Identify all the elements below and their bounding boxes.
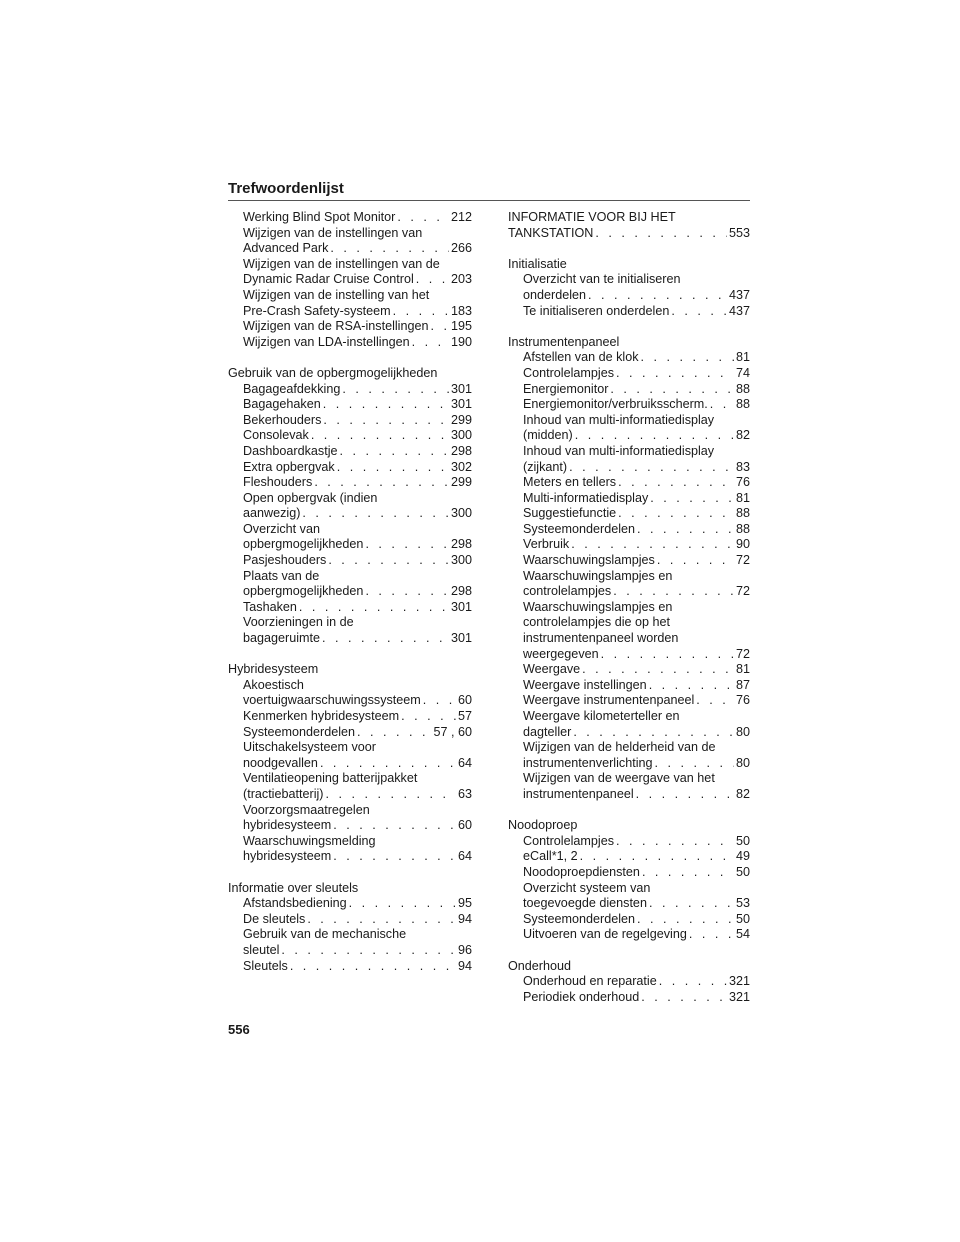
entry-text: Uitvoeren van de regelgeving <box>523 927 687 942</box>
index-heading: Informatie over sleutels <box>228 880 359 895</box>
page-header-title: Trefwoordenlijst <box>228 180 344 197</box>
dot-leader <box>650 491 734 507</box>
dot-leader <box>281 943 456 959</box>
page-ref: 437 <box>728 287 750 302</box>
dot-leader <box>330 241 449 257</box>
index-entry <box>228 584 472 600</box>
index-entry <box>228 756 472 772</box>
index-entry <box>508 787 750 803</box>
entry-text-line: Voorzieningen in de <box>243 615 354 630</box>
page-ref: 437 <box>728 303 750 318</box>
page-ref: 53 <box>735 896 750 911</box>
page-ref: 299 <box>450 412 472 427</box>
dot-leader <box>328 553 449 569</box>
entry-text-line: Overzicht van <box>243 521 320 536</box>
page-ref: 299 <box>450 475 472 490</box>
index-entry <box>508 475 750 491</box>
entry-text: De sleutels <box>243 911 306 926</box>
dot-leader <box>710 397 734 413</box>
entry-text-line: Gebruik van de mechanische <box>243 927 407 942</box>
page-ref: 301 <box>450 631 472 646</box>
page-ref: 553 <box>728 225 750 240</box>
page-ref: 94 <box>457 911 472 926</box>
page-ref: 82 <box>735 428 750 443</box>
index-entry <box>228 631 472 647</box>
dot-leader <box>595 226 727 242</box>
page-ref: 203 <box>450 272 472 287</box>
dot-leader <box>659 974 727 990</box>
dot-leader <box>641 990 727 1006</box>
entry-text: voertuigwaarschuwingssysteem <box>243 693 421 708</box>
dot-leader <box>357 725 431 741</box>
entry-text: Controlelampjes <box>523 833 614 848</box>
entry-text: sleutel <box>243 942 280 957</box>
index-entry <box>508 428 750 444</box>
entry-text: hybridesysteem <box>243 818 332 833</box>
page-ref: 72 <box>735 646 750 661</box>
entry-text: noodgevallen <box>243 755 318 770</box>
page-ref: 72 <box>735 553 750 568</box>
entry-text-line: Plaats van de <box>243 568 320 583</box>
entry-text: Suggestiefunctie <box>523 506 617 521</box>
entry-text-line: Wijzigen van de instellingen van de <box>243 256 440 271</box>
page-ref: 88 <box>735 397 750 412</box>
page-number: 556 <box>228 1022 250 1037</box>
index-entry <box>228 475 472 491</box>
dot-leader <box>569 460 734 476</box>
dot-leader <box>412 335 449 351</box>
page-ref: 80 <box>735 724 750 739</box>
index-heading: Instrumentenpaneel <box>508 334 620 349</box>
page-ref: 81 <box>735 490 750 505</box>
dot-leader <box>302 506 449 522</box>
dot-leader <box>613 584 734 600</box>
index-group <box>508 335 750 803</box>
page-ref: 76 <box>735 693 750 708</box>
index-column-right <box>508 210 750 1021</box>
entry-text-line: Voorzorgsmaatregelen <box>243 802 370 817</box>
entry-text: bagageruimte <box>243 631 321 646</box>
index-entry <box>228 818 472 834</box>
index-entry <box>228 553 472 569</box>
page-ref: 83 <box>735 459 750 474</box>
page-ref: 321 <box>728 989 750 1004</box>
dot-leader <box>393 304 449 320</box>
page-ref: 266 <box>450 241 472 256</box>
dot-leader <box>575 428 734 444</box>
index-heading: INFORMATIE VOOR BIJ HET <box>508 210 676 224</box>
index-group <box>508 959 750 1006</box>
index-entry <box>228 537 472 553</box>
entry-text: toegevoegde diensten <box>523 896 647 911</box>
page-ref: 80 <box>735 755 750 770</box>
index-column-left <box>228 210 472 990</box>
dot-leader <box>618 506 734 522</box>
entry-text-line: Waarschuwingslampjes en <box>523 599 673 614</box>
index-entry <box>228 397 472 413</box>
page-ref: 64 <box>457 755 472 770</box>
page-ref: 300 <box>450 553 472 568</box>
page-ref: 63 <box>457 786 472 801</box>
entry-text: Weergave instrumentenpaneel <box>523 693 695 708</box>
dot-leader <box>642 865 734 881</box>
entry-text-line: Waarschuwingsmelding <box>243 833 376 848</box>
index-entry <box>508 226 750 242</box>
dot-leader <box>333 849 456 865</box>
entry-text: Bekerhouders <box>243 412 322 427</box>
entry-text: onderdelen <box>523 287 587 302</box>
page-ref: 74 <box>735 365 750 380</box>
index-entry <box>508 491 750 507</box>
index-entry <box>508 382 750 398</box>
page-ref: 72 <box>735 584 750 599</box>
entry-text: Werking Blind Spot Monitor <box>243 210 396 224</box>
dot-leader <box>307 912 456 928</box>
entry-text: Periodiek onderhoud <box>523 989 640 1004</box>
entry-text: Meters en tellers <box>523 475 617 490</box>
page-ref: 301 <box>450 397 472 412</box>
entry-text-line: Overzicht systeem van <box>523 880 651 895</box>
dot-leader <box>311 428 449 444</box>
index-group <box>508 818 750 943</box>
entry-text: Tashaken <box>243 599 297 614</box>
index-entry <box>508 304 750 320</box>
index-entry <box>508 350 750 366</box>
dot-leader <box>637 522 734 538</box>
entry-text: Advanced Park <box>243 241 329 256</box>
entry-text: Multi-informatiedisplay <box>523 490 649 505</box>
entry-text: Onderhoud en reparatie <box>523 974 657 989</box>
entry-text: TANKSTATION <box>508 225 594 240</box>
dot-leader <box>322 631 449 647</box>
page-ref: 81 <box>735 350 750 365</box>
index-entry <box>228 272 472 288</box>
index-entry <box>508 522 750 538</box>
index-group <box>228 366 472 647</box>
index-group <box>228 210 472 350</box>
entry-text: instrumentenpaneel <box>523 786 634 801</box>
entry-text: Consolevak <box>243 428 309 443</box>
page-ref: 88 <box>735 506 750 521</box>
page-ref: 64 <box>457 849 472 864</box>
index-entry <box>508 366 750 382</box>
index-entry <box>228 896 472 912</box>
dot-leader <box>397 210 449 226</box>
dot-leader <box>416 272 449 288</box>
index-entry <box>228 600 472 616</box>
dot-leader <box>637 912 734 928</box>
index-group <box>508 257 750 319</box>
page-ref: 88 <box>735 381 750 396</box>
index-entry <box>508 974 750 990</box>
page-ref: 54 <box>735 927 750 942</box>
page-ref: 57 <box>457 709 472 723</box>
entry-text: Kenmerken hybridesysteem <box>243 709 400 723</box>
dot-leader <box>337 460 449 476</box>
entry-text-line: Wijzigen van de weergave van het <box>523 771 715 786</box>
entry-text: Controlelampjes <box>523 365 614 380</box>
index-group <box>228 881 472 975</box>
entry-text: Wijzigen van de RSA-instellingen <box>243 319 429 334</box>
dot-leader <box>401 709 456 725</box>
page-ref: 57 , 60 <box>433 724 472 739</box>
index-entry <box>508 662 750 678</box>
index-entry <box>508 647 750 663</box>
page-ref: 94 <box>457 958 472 973</box>
entry-text: Systeemonderdelen <box>523 521 636 536</box>
dot-leader <box>696 693 734 709</box>
entry-text: Energiemonitor/verbruiksscherm. <box>523 397 708 412</box>
entry-text: Pasjeshouders <box>243 553 327 568</box>
entry-text-line: Wijzigen van de instelling van het <box>243 287 430 302</box>
page-ref: 298 <box>450 443 472 458</box>
dot-leader <box>299 600 449 616</box>
entry-text-line: instrumentenpaneel worden <box>523 631 679 646</box>
entry-text: Dashboardkastje <box>243 443 338 458</box>
entry-text-line: Uitschakelsysteem voor <box>243 740 376 755</box>
index-entry <box>228 241 472 257</box>
dot-leader <box>649 896 734 912</box>
entry-text: Bagageafdekking <box>243 381 341 396</box>
entry-text: Noodoproepdiensten <box>523 864 640 879</box>
page-ref: 60 <box>457 818 472 833</box>
entry-text: opbergmogelijkheden <box>243 537 364 552</box>
entry-text: hybridesysteem <box>243 849 332 864</box>
dot-leader <box>655 756 734 772</box>
dot-leader <box>423 693 456 709</box>
index-entry <box>508 584 750 600</box>
page-ref: 298 <box>450 537 472 552</box>
index-entry <box>228 959 472 975</box>
entry-text: Weergave instellingen <box>523 677 647 692</box>
entry-text: Extra opbergvak <box>243 459 335 474</box>
page-ref: 50 <box>735 911 750 926</box>
entry-text: Systeemonderdelen <box>523 911 636 926</box>
entry-text: Weergave <box>523 662 581 677</box>
index-entry <box>508 896 750 912</box>
entry-text-line: Inhoud van multi-informatiedisplay <box>523 412 715 427</box>
dot-leader <box>610 382 734 398</box>
dot-leader <box>320 756 456 772</box>
dot-leader <box>573 725 734 741</box>
index-heading: Hybridesysteem <box>228 662 319 677</box>
entry-text: Pre-Crash Safety-systeem <box>243 303 391 318</box>
page-ref: 95 <box>457 896 472 911</box>
page-ref: 300 <box>450 506 472 521</box>
dot-leader <box>290 959 456 975</box>
header-divider <box>228 200 750 201</box>
page-ref: 87 <box>735 677 750 692</box>
entry-text: (midden) <box>523 428 573 443</box>
entry-text: eCall*1, 2 <box>523 849 578 864</box>
entry-text: Wijzigen van LDA-instellingen <box>243 334 410 349</box>
dot-leader <box>333 818 456 834</box>
page-ref: 82 <box>735 786 750 801</box>
dot-leader <box>314 475 449 491</box>
entry-text: Energiemonitor <box>523 381 609 396</box>
dot-leader <box>365 584 449 600</box>
entry-text: Bagagehaken <box>243 397 321 412</box>
page-ref: 212 <box>450 210 472 224</box>
entry-text: Systeemonderdelen <box>243 724 356 739</box>
index-entry <box>508 927 750 943</box>
page-ref: 183 <box>450 303 472 318</box>
index-entry <box>228 319 472 335</box>
index-entry <box>508 834 750 850</box>
index-entry <box>228 444 472 460</box>
entry-text-line: Open opbergvak (indien <box>243 490 378 505</box>
dot-leader <box>582 662 734 678</box>
entry-text-line: Akoestisch <box>243 677 304 692</box>
page-ref: 76 <box>735 475 750 490</box>
entry-text: weergegeven <box>523 646 599 661</box>
dot-leader <box>671 304 727 320</box>
page-ref: 90 <box>735 537 750 552</box>
index-heading: Noodoproep <box>508 818 578 833</box>
index-entry <box>228 725 472 741</box>
dot-leader <box>601 647 734 663</box>
entry-text: Te initialiseren onderdelen <box>523 303 670 318</box>
entry-text: instrumentenverlichting <box>523 755 653 770</box>
entry-text: controlelampjes <box>523 584 612 599</box>
dot-leader <box>689 927 734 943</box>
index-group <box>228 662 472 865</box>
index-entry <box>228 912 472 928</box>
dot-leader <box>580 849 734 865</box>
index-entry <box>508 756 750 772</box>
entry-text: Waarschuwingslampjes <box>523 553 655 568</box>
page-ref: 190 <box>450 334 472 349</box>
entry-text-line: Wijzigen van de helderheid van de <box>523 740 716 755</box>
page-ref: 81 <box>735 662 750 677</box>
entry-text: Sleutels <box>243 958 288 973</box>
page-ref: 298 <box>450 584 472 599</box>
entry-text: (zijkant) <box>523 459 568 474</box>
page-ref: 60 <box>457 693 472 708</box>
entry-text-line: Ventilatieopening batterijpakket <box>243 771 418 786</box>
dot-leader <box>323 397 449 413</box>
index-entry <box>508 537 750 553</box>
index-entry <box>228 787 472 803</box>
entry-text: (tractiebatterij) <box>243 786 324 801</box>
entry-text-line: Weergave kilometerteller en <box>523 709 680 723</box>
index-entry <box>228 460 472 476</box>
dot-leader <box>365 537 449 553</box>
page-ref: 88 <box>735 521 750 536</box>
page-ref: 301 <box>450 599 472 614</box>
dot-leader <box>325 787 456 803</box>
page-ref: 195 <box>450 319 472 334</box>
dot-leader <box>616 834 734 850</box>
index-entry <box>508 990 750 1006</box>
dot-leader <box>349 896 456 912</box>
dot-leader <box>657 553 734 569</box>
index-entry <box>508 397 750 413</box>
index-entry <box>508 506 750 522</box>
page-ref: 300 <box>450 428 472 443</box>
index-entry <box>508 725 750 741</box>
entry-text: Fleshouders <box>243 475 313 490</box>
entry-text: Dynamic Radar Cruise Control <box>243 272 414 287</box>
page-ref: 50 <box>735 864 750 879</box>
dot-leader <box>340 444 449 460</box>
index-entry <box>228 709 472 725</box>
entry-text: Afstandsbediening <box>243 896 347 911</box>
dot-leader <box>571 537 734 553</box>
index-group <box>508 210 750 241</box>
page-ref: 302 <box>450 459 472 474</box>
index-entry <box>228 943 472 959</box>
entry-text-line: Waarschuwingslampjes en <box>523 568 673 583</box>
page-ref: 49 <box>735 849 750 864</box>
index-entry <box>228 413 472 429</box>
index-heading: Onderhoud <box>508 958 572 973</box>
index-entry <box>228 382 472 398</box>
dot-leader <box>342 382 449 398</box>
index-entry <box>228 335 472 351</box>
entry-text-line: controlelampjes die op het <box>523 615 671 630</box>
index-entry <box>228 849 472 865</box>
index-entry <box>508 693 750 709</box>
dot-leader <box>616 366 734 382</box>
dot-leader <box>588 288 727 304</box>
index-entry <box>228 693 472 709</box>
dot-leader <box>431 319 449 335</box>
index-heading: Gebruik van de opbergmogelijkheden <box>228 365 438 380</box>
index-entry <box>228 506 472 522</box>
entry-text: Afstellen van de klok <box>523 350 639 365</box>
index-entry <box>228 304 472 320</box>
index-entry <box>508 849 750 865</box>
index-entry <box>508 865 750 881</box>
page-ref: 96 <box>457 942 472 957</box>
index-heading: Initialisatie <box>508 256 567 271</box>
index-entry <box>508 912 750 928</box>
index-entry <box>508 553 750 569</box>
entry-text: opbergmogelijkheden <box>243 584 364 599</box>
entry-text-line: Wijzigen van de instellingen van <box>243 225 423 240</box>
index-entry <box>508 678 750 694</box>
index-entry <box>228 210 472 226</box>
entry-text-line: Inhoud van multi-informatiedisplay <box>523 443 715 458</box>
entry-text: aanwezig) <box>243 506 301 521</box>
index-entry <box>228 428 472 444</box>
dot-leader <box>636 787 734 803</box>
entry-text: dagteller <box>523 724 572 739</box>
entry-text-line: Overzicht van te initialiseren <box>523 272 681 287</box>
page-ref: 321 <box>728 974 750 989</box>
dot-leader <box>323 413 449 429</box>
dot-leader <box>641 350 734 366</box>
index-entry <box>508 460 750 476</box>
page-ref: 50 <box>735 833 750 848</box>
dot-leader <box>618 475 734 491</box>
entry-text: Verbruik <box>523 537 570 552</box>
page-ref: 301 <box>450 381 472 396</box>
index-entry <box>508 288 750 304</box>
dot-leader <box>649 678 734 694</box>
